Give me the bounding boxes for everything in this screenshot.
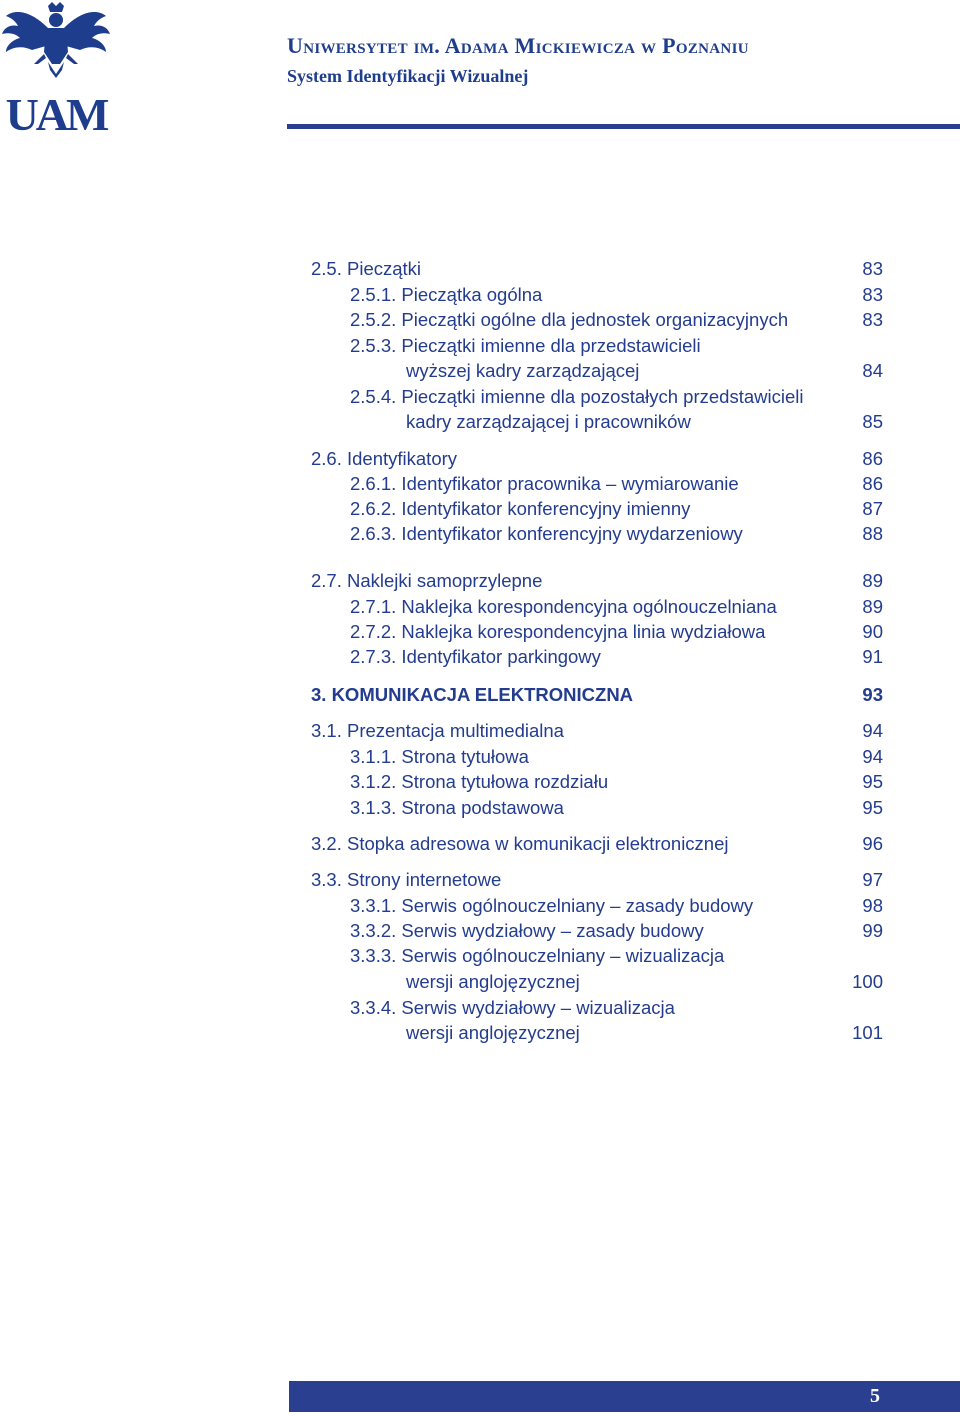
toc-entry-text: wersji anglojęzycznej [406,1022,580,1043]
toc-entry-text: 2.5. Pieczątki [311,258,422,279]
toc-entry-page: 89 [862,570,883,591]
toc-entry[interactable] [0,919,960,943]
toc-entry[interactable] [0,620,960,644]
toc-entry-text: 2.5.3. Pieczątki imienne dla przedstawicieli [350,335,701,356]
toc-entry-text: 2.7. Naklejki samoprzylepne [311,570,543,591]
toc-entry-text: 3.3. Strony internetowe [311,869,502,890]
toc-entry[interactable] [0,944,960,968]
toc-entry-text: 2.5.4. Pieczątki imienne dla pozostałych przedstawicieli [350,386,804,407]
toc-entry-text: 2.6. Identyfikatory [311,448,458,469]
header-title: Uniwersytet im. Adama Mickiewicza w Poznaniu [287,33,749,58]
toc-entry[interactable] [0,257,960,281]
toc-entry[interactable] [0,410,960,434]
toc-entry[interactable] [0,894,960,918]
toc-entry-text: 3.1.2. Strona tytułowa rozdziału [350,771,609,792]
toc-entry-page: 95 [862,797,883,818]
toc-entry[interactable] [0,308,960,332]
toc-entry-text: 3.1.3. Strona podstawowa [350,797,564,818]
toc-entry-page: 94 [862,720,883,741]
toc-entry-page: 83 [862,309,883,330]
toc-entry[interactable] [0,283,960,307]
toc-entry[interactable] [0,868,960,892]
toc-entry-page: 96 [862,833,883,854]
toc-entry-page: 98 [862,895,883,916]
toc-entry[interactable] [0,745,960,769]
toc-entry-text: 2.5.2. Pieczątki ogólne dla jednostek organizacyjnych [350,309,789,330]
toc-entry[interactable] [0,359,960,383]
toc-entry[interactable] [0,569,960,593]
toc-entry[interactable] [0,595,960,619]
toc-entry-text: 3.1. Prezentacja multimedialna [311,720,564,741]
toc-entry-page: 90 [862,621,883,642]
toc-entry-page: 86 [862,473,883,494]
toc-entry[interactable] [0,447,960,471]
toc-entry-text: 3.3.2. Serwis wydziałowy – zasady budowy [350,920,704,941]
toc-entry-text: 3.3.3. Serwis ogólnouczelniany – wizualizacja [350,945,725,966]
toc-entry-text: 2.6.2. Identyfikator konferencyjny imienny [350,498,691,519]
toc-entry-page: 91 [862,646,883,667]
toc-entry[interactable] [0,970,960,994]
toc-entry-text: 2.6.1. Identyfikator pracownika – wymiarowanie [350,473,739,494]
toc-entry-text: 2.7.2. Naklejka korespondencyjna linia wydziałowa [350,621,766,642]
toc-entry[interactable] [0,796,960,820]
toc-entry-page: 100 [852,971,883,992]
toc-entry-text: 3. KOMUNIKACJA ELEKTRONICZNA [311,684,634,705]
toc-entry-text: 3.3.1. Serwis ogólnouczelniany – zasady budowy [350,895,754,916]
toc-entry[interactable] [0,719,960,743]
toc-entry[interactable] [0,996,960,1020]
toc-entry-page: 101 [852,1022,883,1043]
toc-entry[interactable] [0,770,960,794]
toc-entry-page: 93 [862,684,883,705]
header-subtitle: System Identyfikacji Wizualnej [287,66,529,86]
toc-entry-text: 3.1.1. Strona tytułowa [350,746,529,767]
toc-entry-page: 86 [862,448,883,469]
toc-entry[interactable] [0,522,960,546]
toc-entry[interactable] [0,385,960,409]
toc-entry[interactable] [0,472,960,496]
toc-entry-page: 97 [862,869,883,890]
toc-entry[interactable] [0,1021,960,1045]
page-number: 5 [870,1385,880,1407]
toc-entry-page: 87 [862,498,883,519]
toc-entry-page: 95 [862,771,883,792]
toc-entry-text: kadry zarządzającej i pracowników [406,411,691,432]
toc-entry-page: 84 [862,360,883,381]
toc-entry-page: 99 [862,920,883,941]
toc-entry-page: 94 [862,746,883,767]
toc-entry-text: wyższej kadry zarządzającej [406,360,640,381]
toc-entry[interactable] [0,645,960,669]
toc-chapter-entry[interactable] [0,683,960,707]
toc-entry-page: 83 [862,284,883,305]
toc-entry-text: 3.2. Stopka adresowa w komunikacji elektronicznej [311,833,729,854]
toc-entry-text: 2.6.3. Identyfikator konferencyjny wydarzeniowy [350,523,743,544]
toc-entry[interactable] [0,497,960,521]
toc-entry-text: 2.5.1. Pieczątka ogólna [350,284,543,305]
toc-entry-text: wersji anglojęzycznej [406,971,580,992]
toc-entry-page: 88 [862,523,883,544]
footer-bar [289,1381,960,1412]
logo-lettering: UAM [5,89,107,134]
toc-entry-text: 2.7.1. Naklejka korespondencyjna ogólnouczelniana [350,596,777,617]
toc-entry[interactable] [0,832,960,856]
toc-entry-page: 85 [862,411,883,432]
toc-entry-page: 89 [862,596,883,617]
toc-entry[interactable] [0,334,960,358]
toc-entry-text: 2.7.3. Identyfikator parkingowy [350,646,601,667]
toc-entry-text: 3.3.4. Serwis wydziałowy – wizualizacja [350,997,675,1018]
toc-entry-page: 83 [862,258,883,279]
